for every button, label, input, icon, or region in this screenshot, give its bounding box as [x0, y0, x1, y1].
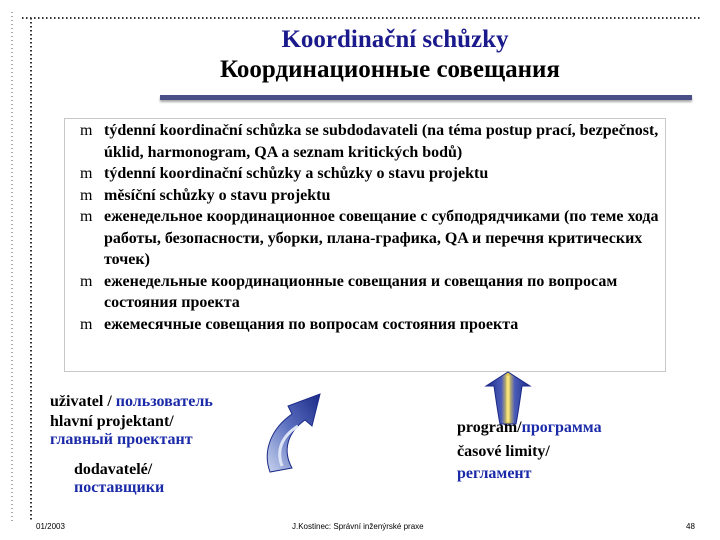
- list-item: m ежемесячные совещания по вопросам состояния проекта: [80, 314, 665, 336]
- designer-label-ru: главный проектант: [50, 431, 193, 448]
- bullet-marker-icon: m: [80, 122, 93, 139]
- user-label: uživatel / пользователь: [50, 393, 213, 410]
- designer-label-cz: hlavní projektant/: [50, 413, 174, 430]
- title-czech: Koordinační schůzky: [281, 26, 509, 53]
- limits-label-ru: регламент: [457, 465, 532, 482]
- footer-center: J.Kostinec: Správní inženýrské praxe: [292, 522, 424, 531]
- title-russian: Координационные совещания: [220, 56, 560, 83]
- supplier-label-cz: dodavatelé/: [74, 461, 153, 478]
- footer-page: 48: [686, 522, 695, 531]
- bullet-marker-icon: m: [80, 315, 93, 333]
- bullet-marker-icon: m: [80, 186, 93, 204]
- list-item: m еженедельные координационные совещания и совещания по вопросам состояния проекта: [80, 272, 618, 311]
- title-rule: [160, 95, 692, 100]
- list-item: m měsíční schůzky o stavu projektu: [80, 185, 665, 207]
- list-item: m týdenní koordinační schůzka se subdodavateli (na téma postup prací, bezpečnost, úklid, harmonogram, QA a seznam kritických bodů): [80, 122, 659, 161]
- page-title: [0, 26, 720, 84]
- program-label: program/программа: [457, 419, 602, 436]
- supplier-label-ru: поставщики: [74, 479, 165, 496]
- list-item: m týdenní koordinační schůzky a schůzky o stavu projektu: [80, 163, 665, 185]
- curved-swirl-arrow-icon: [258, 380, 340, 480]
- bullet-marker-icon: m: [80, 208, 93, 225]
- bullet-marker-icon: m: [80, 272, 93, 290]
- bullet-list: [80, 120, 665, 335]
- limits-label-cz: časové limity/: [457, 443, 550, 460]
- bullet-marker-icon: m: [80, 165, 93, 182]
- list-item: m еженедельное координационное совещание с субподрядчиками (по теме хода работы, безопасности, уборки, плана-графика, QA и перечня критических точек): [80, 208, 659, 268]
- footer-date: 01/2003: [36, 522, 65, 531]
